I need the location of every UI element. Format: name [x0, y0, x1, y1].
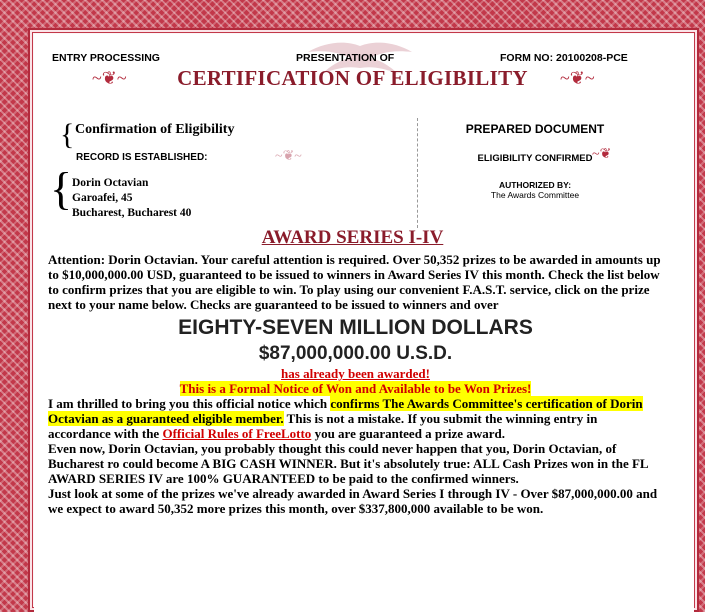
- para-text: This is not a mistake. If you submit the winning entry in accordance with the: [48, 411, 598, 441]
- presentation-label: PRESENTATION OF: [296, 52, 395, 64]
- column-divider: [417, 118, 418, 228]
- attention-paragraph: Attention: Dorin Octavian. Your careful attention is required. Over 50,352 prizes to be awarded in amounts up to $10,000,000.00 USD, guaranteed to be issued to winners in Award Series IV this month. Check the list below to confirm prizes that you are eligible to win. To play using our convenient F.A.S.T. service, click on the prize next to your name below. Checks are guaranteed to be issued to winners and over: [48, 252, 661, 312]
- big-winner-paragraph: Even now, Dorin Octavian, you probably thought this could never happen that you, Dorin Octavian, of Bucharest ro could become A BIG CASH WINNER. But it's absolutely true: ALL Cash Prizes won in the FL AWARD SERIES IV are 100% GUARANTEED to be paid to the confirmed winners.: [48, 441, 648, 486]
- brace-icon: {: [60, 118, 75, 151]
- ornament-swirl-icon: ~❦~: [560, 68, 595, 88]
- brace-icon: {: [50, 163, 73, 214]
- eligibility-confirmed-label: ELIGIBILITY CONFIRMED: [477, 153, 593, 164]
- award-series-heading: [0, 227, 705, 249]
- highlighted-certification-text: confirms The Awards Committee's certification of Dorin Octavian as a guaranteed eligible member.: [48, 396, 643, 426]
- formal-notice-line: [48, 381, 663, 396]
- big-amount-number: $87,000,000.00 U.S.D.: [258, 343, 453, 364]
- ornament-swirl-icon: ~❦: [592, 147, 612, 162]
- confirmation-heading: Confirmation of Eligibility: [75, 122, 235, 137]
- awards-committee-label: The Awards Committee: [490, 190, 580, 200]
- certificate-title: CERTIFICATION OF ELIGIBILITY: [177, 66, 528, 90]
- para-text: I am thrilled to bring you this official notice which: [48, 396, 331, 411]
- prepared-document-label: PREPARED DOCUMENT: [465, 122, 605, 136]
- ornament-swirl-icon: ~❦~: [275, 149, 302, 164]
- ornament-swirl-icon: ~❦~: [92, 68, 127, 88]
- form-number: FORM NO: 20100208-PCE: [500, 52, 628, 64]
- award-series-text: AWARD SERIES I-IV: [261, 227, 444, 248]
- recipient-street: Garoafei, 45: [72, 192, 133, 204]
- recipient-name: Dorin Octavian: [72, 177, 149, 189]
- official-rules-link[interactable]: Official Rules of FreeLotto: [162, 426, 312, 441]
- letter-body: [48, 252, 663, 516]
- prizes-paragraph: Just look at some of the prizes we've already awarded in Award Series I through IV - Over $87,000,000.00 and we expect to award 50,352 more prizes this month, over $337,800,000 available to be won.: [48, 486, 658, 516]
- recipient-address: [72, 176, 191, 221]
- para-text: you are guaranteed a prize award.: [311, 426, 505, 441]
- certification-paragraph: [48, 396, 663, 441]
- authorized-by-label: AUTHORIZED BY:: [498, 180, 572, 190]
- big-amount-words: EIGHTY-SEVEN MILLION DOLLARS: [178, 316, 533, 339]
- formal-notice-text: This is a Formal Notice of Won and Available to be Won Prizes!: [179, 381, 532, 396]
- entry-processing-label: ENTRY PROCESSING: [52, 52, 160, 64]
- recipient-city: Bucharest, Bucharest 40: [72, 207, 192, 219]
- already-awarded-text: has already been awarded!: [281, 366, 430, 381]
- record-established-label: RECORD IS ESTABLISHED:: [76, 152, 208, 163]
